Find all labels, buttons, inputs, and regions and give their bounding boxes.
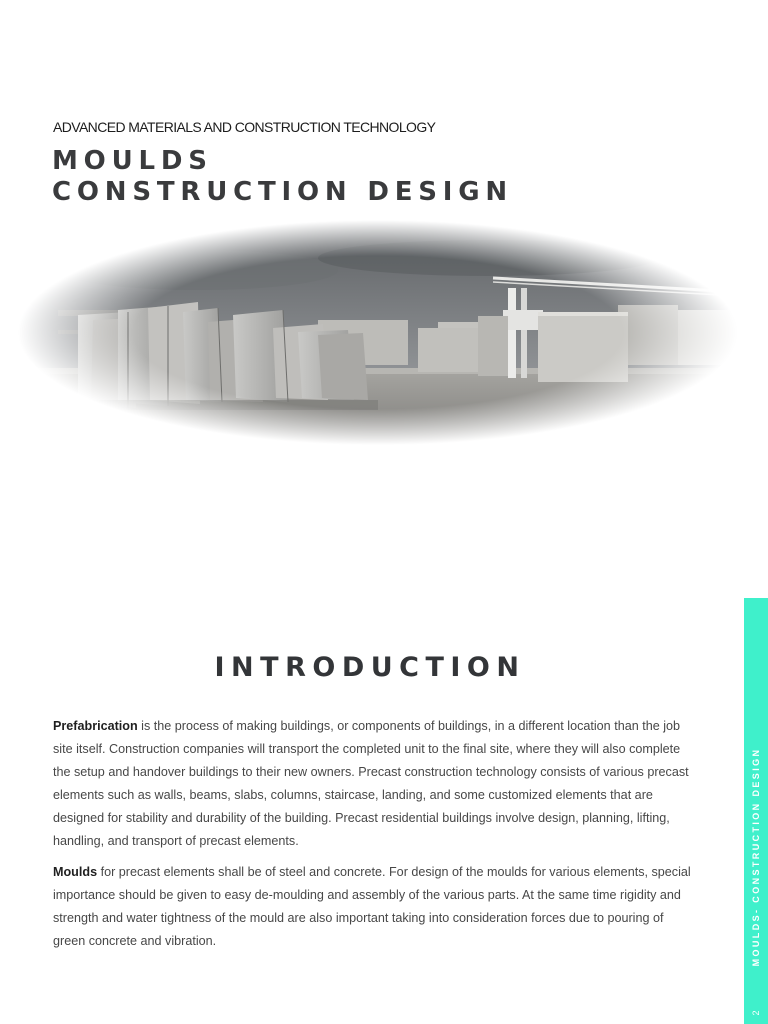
intro-paragraph (53, 715, 699, 852)
document-title (52, 146, 513, 208)
keyword-moulds: Moulds (53, 865, 98, 879)
precast-yard-photo (18, 220, 738, 445)
title-line-1: MOULDS (52, 146, 213, 176)
section-heading: INTRODUCTION (214, 652, 526, 683)
moulds-paragraph-text: for precast elements shall be of steel and concrete. For design of the moulds for various elements, special importance should be given to easy de-moulding and assembly of the various parts. At the same time rigidity and strength and water tightness of the mould are also important taking into consideration forces due to pouring of green concrete and vibration. (53, 865, 691, 948)
side-running-title: MOULDS- CONSTRUCTION DESIGN (751, 747, 761, 967)
intro-paragraph-text: is the process of making buildings, or components of buildings, in a different location than the job site itself. Construction companies will transport the completed unit to the final site, where they will also complete the setup and handover buildings to their new owners. Precast construction technology consists of various precast elements such as walls, beams, slabs, columns, staircase, landing, and some customized elements that are designed for stability and durability of the building. Precast residential buildings involve design, planning, lifting, handling, and transport of precast elements. (53, 719, 689, 848)
moulds-paragraph (53, 861, 699, 953)
page-number: 2 (751, 1010, 761, 1016)
title-line-2: CONSTRUCTION DESIGN (52, 177, 513, 207)
keyword-prefabrication: Prefabrication (53, 719, 138, 733)
precast-yard-illustration (18, 220, 738, 445)
document-subtitle: ADVANCED MATERIALS AND CONSTRUCTION TECHNOLOGY (53, 119, 436, 135)
